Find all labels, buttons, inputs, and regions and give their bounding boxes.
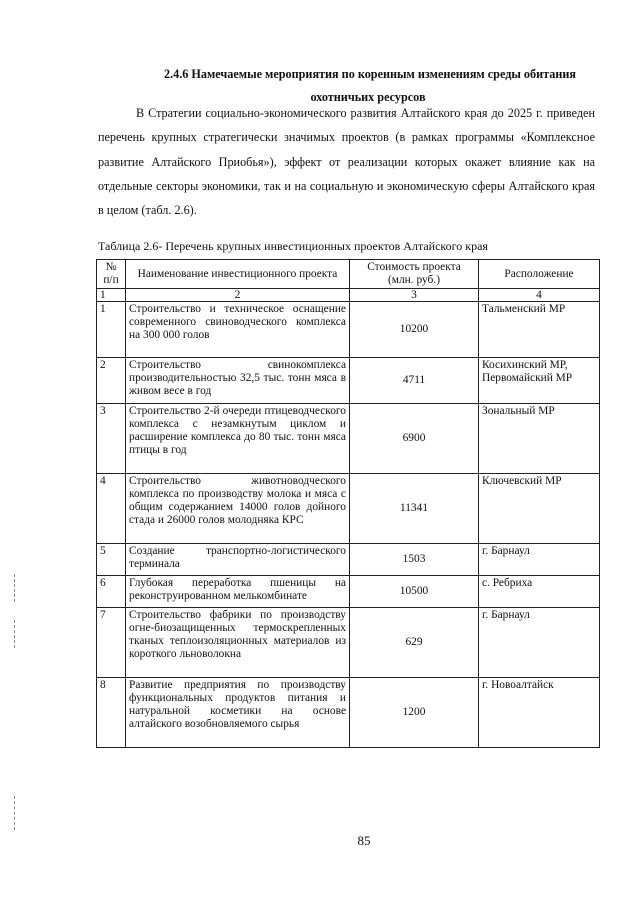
project-location: Косихинский МР, Первомайский МР [479,358,600,404]
column-number: 1 [97,289,126,302]
project-location: г. Новоалтайск [479,678,600,748]
row-number: 3 [97,404,126,474]
table-caption: Таблица 2.6- Перечень крупных инвестиционных проектов Алтайского края [98,239,488,253]
section-heading: 2.4.6 Намечаемые мероприятия по коренным изменениям среды обитания [163,67,577,81]
project-name: Строительство свинокомплекса производительностью 32,5 тыс. тонн мяса в живом весе в год [126,358,350,404]
row-number: 5 [97,544,126,576]
intro-paragraph [98,101,595,222]
row-number: 1 [97,302,126,358]
row-number: 8 [97,678,126,748]
table-row [97,358,600,404]
table-row [97,404,600,474]
row-number: 4 [97,474,126,544]
project-location: Зональный МР [479,404,600,474]
table-row [97,678,600,748]
project-name: Строительство 2-й очереди птицеводческого комплекса с незамкнутым циклом и расширение комплекса до 80 тыс. тонн мяса птицы в год [126,404,350,474]
intro-paragraph-text: В Стратегии социально-экономического развития Алтайского края до 2025 г. приведен перечень крупных стратегически значимых проектов (в рамках программы «Комплексное развитие Алтайского Приобья»), эффект от реализации которых окажет влияние как на отдельные секторы экономики, так и на социальную и экономическую сферы Алтайского края в целом (табл. 2.6). [98,106,595,218]
table-column-numbers-row [97,289,600,302]
header-cost: Стоимость проекта (млн. руб.) [350,260,479,289]
project-cost: 10500 [350,576,479,608]
row-number: 2 [97,358,126,404]
project-location: Ключевский МР [479,474,600,544]
project-cost: 629 [350,608,479,678]
projects-table [96,259,600,748]
project-location: с. Ребриха [479,576,600,608]
page-number: 85 [357,833,371,848]
project-name: Строительство животноводческого комплекса по производству молока и мяса с общим содержанием 14000 голов дойного стада и 26000 голов молодняка КРС [126,474,350,544]
table-header-row [97,260,600,289]
project-name: Строительство фабрики по производству огне-биозащищенных термоскрепленных тканых теплоизоляционных материалов из короткого льноволокна [126,608,350,678]
table-row [97,474,600,544]
project-name: Строительство и техническое оснащение современного свиноводческого комплекса на 300 000 голов [126,302,350,358]
project-cost: 6900 [350,404,479,474]
project-cost: 4711 [350,358,479,404]
scan-margin-mark [14,574,15,602]
project-cost: 1503 [350,544,479,576]
header-number: № п/п [97,260,126,289]
project-cost: 1200 [350,678,479,748]
table-row [97,608,600,678]
project-cost: 10200 [350,302,479,358]
project-location: г. Барнаул [479,544,600,576]
project-name: Создание транспортно-логистического терминала [126,544,350,576]
project-location: Тальменский МР [479,302,600,358]
header-location: Расположение [479,260,600,289]
table-row [97,302,600,358]
table-row [97,576,600,608]
project-location: г. Барнаул [479,608,600,678]
row-number: 7 [97,608,126,678]
project-cost: 11341 [350,474,479,544]
column-number: 2 [126,289,350,302]
row-number: 6 [97,576,126,608]
table-row [97,544,600,576]
scan-margin-mark [14,796,15,830]
section-heading-continuation: охотничьих ресурсов [310,90,426,104]
column-number: 3 [350,289,479,302]
project-name: Развитие предприятия по производству функциональных продуктов питания и натуральной косметики на основе алтайского возобновляемого сырья [126,678,350,748]
column-number: 4 [479,289,600,302]
scan-margin-mark [14,620,15,648]
header-project-name: Наименование инвестиционного проекта [126,260,350,289]
project-name: Глубокая переработка пшеницы на реконструированном мелькомбинате [126,576,350,608]
